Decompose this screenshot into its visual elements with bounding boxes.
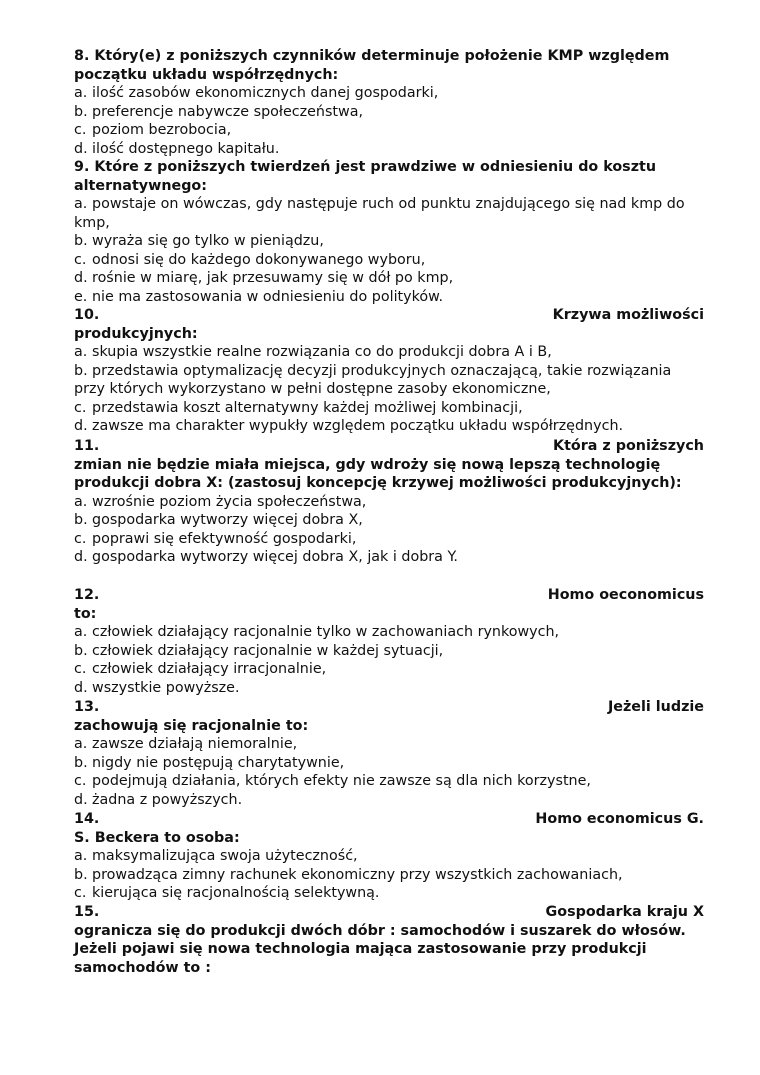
question-12 — [74, 586, 704, 697]
answer-option: d. żadna z powyższych. — [74, 791, 243, 808]
question-12-title: Homo oeconomicus — [547, 587, 704, 603]
question-13 — [74, 698, 704, 809]
question-11-heading — [74, 437, 704, 456]
answer-option: c. podejmują działania, których efekty nie zawsze są dla nich korzystne, — [74, 773, 591, 789]
question-number: 12. — [74, 587, 100, 603]
question-14-heading — [74, 810, 704, 829]
question-number: 14. — [74, 811, 100, 827]
question-10-title-cont: produkcyjnych: — [74, 325, 198, 342]
question-number: 10. — [74, 307, 100, 323]
answer-option: c. odnosi się do każdego dokonywanego wyboru, — [74, 251, 426, 268]
question-12-title-cont: to: — [74, 605, 97, 622]
question-number: 11. — [74, 438, 100, 454]
answer-option: a. zawsze działają niemoralnie, — [74, 736, 298, 752]
question-9-title: 9. Które z poniższych twierdzeń jest prawdziwe w odniesieniu do kosztu alternatywnego: — [74, 159, 657, 194]
question-8 — [74, 47, 704, 158]
answer-option: d. wszystkie powyższe. — [74, 679, 240, 696]
question-14 — [74, 810, 704, 903]
question-10 — [74, 306, 704, 436]
answer-option: a. ilość zasobów ekonomicznych danej gospodarki, — [74, 85, 439, 101]
answer-option: d. rośnie w miarę, jak przesuwamy się w dół po kmp, — [74, 270, 454, 286]
answer-option: a. skupia wszystkie realne rozwiązania co do produkcji dobra A i B, — [74, 344, 552, 360]
question-13-title-cont: zachowują się racjonalnie to: — [74, 717, 309, 734]
question-15-heading — [74, 903, 704, 922]
question-14-title-cont: S. Beckera to osoba: — [74, 829, 240, 846]
question-13-heading — [74, 698, 704, 717]
answer-option: a. maksymalizująca swoja użyteczność, — [74, 848, 358, 864]
answer-option: b. przedstawia optymalizację decyzji produkcyjnych oznaczającą, takie rozwiązania przy których wykorzystano w pełni dostępne zasoby ekonomiczne, — [74, 362, 672, 397]
answer-option: b. człowiek działający racjonalnie w każdej sytuacji, — [74, 642, 444, 659]
question-10-title: Krzywa możliwości — [552, 307, 704, 323]
answer-option: b. prowadząca zimny rachunek ekonomiczny przy wszystkich zachowaniach, — [74, 866, 623, 883]
question-number: 13. — [74, 699, 100, 715]
question-13-title: Jeżeli ludzie — [607, 699, 704, 715]
question-15-title-cont: ogranicza się do produkcji dwóch dóbr : samochodów i suszarek do włosów. Jeżeli pojawi się nowa technologia mająca zastosowanie przy produkcji samochodów to : — [74, 922, 686, 976]
question-9 — [74, 158, 704, 306]
answer-option: b. gospodarka wytworzy więcej dobra X, — [74, 512, 363, 528]
answer-option: c. człowiek działający irracjonalnie, — [74, 661, 327, 677]
answer-option: d. zawsze ma charakter wypukły względem początku układu współrzędnych. — [74, 418, 624, 434]
answer-option: a. powstaje on wówczas, gdy następuje ruch od punktu znajdującego się nad kmp do kmp, — [74, 196, 685, 231]
answer-option: a. człowiek działający racjonalnie tylko w zachowaniach rynkowych, — [74, 624, 560, 640]
question-15 — [74, 903, 704, 977]
answer-option: b. wyraża się go tylko w pieniądzu, — [74, 233, 324, 249]
answer-option: b. nigdy nie postępują charytatywnie, — [74, 754, 345, 771]
answer-option: b. preferencje nabywcze społeczeństwa, — [74, 103, 364, 120]
answer-option: c. poprawi się efektywność gospodarki, — [74, 530, 357, 547]
answer-option: e. nie ma zastosowania w odniesieniu do polityków. — [74, 288, 444, 305]
question-11 — [74, 437, 704, 567]
answer-option: c. kierująca się racjonalnością selektywną. — [74, 885, 380, 901]
question-11-title: Która z poniższych — [553, 438, 704, 454]
answer-option: c. poziom bezrobocia, — [74, 122, 232, 138]
question-11-title-cont: zmian nie będzie miała miejsca, gdy wdroży się nową lepszą technologię produkcji dobra X: (zastosuj koncepcję krzywej możliwości produkcyjnych): — [74, 456, 682, 491]
question-15-title: Gospodarka kraju X — [545, 904, 704, 920]
answer-option: a. wzrośnie poziom życia społeczeństwa, — [74, 493, 367, 510]
answer-option: c. przedstawia koszt alternatywny każdej możliwej kombinacji, — [74, 399, 523, 416]
question-10-heading — [74, 306, 704, 325]
question-8-title: 8. Który(e) z poniższych czynników determinuje położenie KMP względem początku układu współrzędnych: — [74, 48, 670, 83]
answer-option: d. gospodarka wytworzy więcej dobra X, jak i dobra Y. — [74, 549, 458, 565]
question-14-title: Homo economicus G. — [535, 811, 704, 827]
answer-option: d. ilość dostępnego kapitału. — [74, 140, 280, 157]
question-12-heading — [74, 586, 704, 605]
question-number: 15. — [74, 904, 100, 920]
